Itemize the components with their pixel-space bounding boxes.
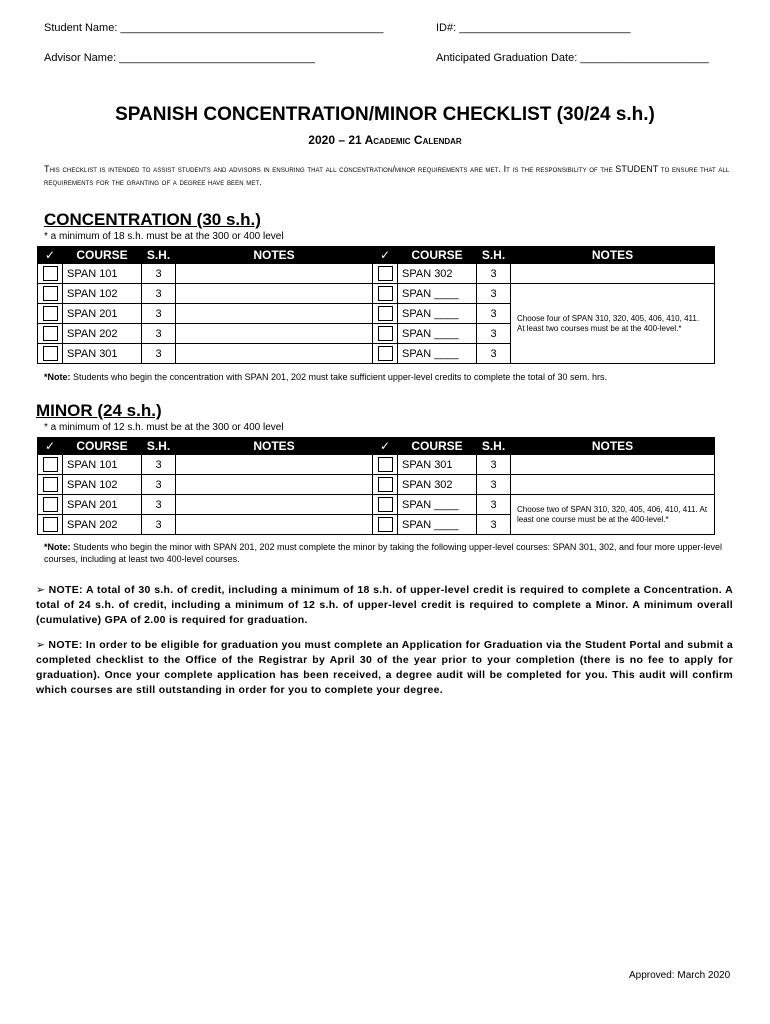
course-checkbox[interactable] — [373, 455, 398, 475]
sh-column-header: S.H. — [477, 438, 511, 455]
course-cell: SPAN ____ — [398, 324, 477, 344]
course-cell: SPAN 302 — [398, 475, 477, 495]
credit-cell: 3 — [142, 304, 176, 324]
table-row — [38, 455, 715, 475]
table-row — [38, 475, 715, 495]
check-column-header: ✓ — [38, 247, 63, 264]
credit-cell: 3 — [477, 455, 511, 475]
checkbox-square-icon[interactable] — [378, 266, 393, 281]
notes-cell[interactable] — [511, 455, 715, 475]
course-cell: SPAN 102 — [63, 475, 142, 495]
credit-cell: 3 — [477, 344, 511, 364]
course-checkbox[interactable] — [38, 304, 63, 324]
footnote-text: Students who begin the concentration with SPAN 201, 202 must take sufficient upper-level credits to complete the total of 30 sem. hrs. — [70, 372, 607, 382]
credit-cell: 3 — [142, 284, 176, 304]
checkbox-square-icon[interactable] — [43, 517, 58, 532]
checkbox-square-icon[interactable] — [43, 326, 58, 341]
table-header-row — [38, 247, 715, 264]
notes-column-header: NOTES — [511, 247, 715, 264]
credit-cell: 3 — [477, 284, 511, 304]
notes-cell[interactable] — [176, 515, 373, 535]
notes-cell[interactable] — [176, 284, 373, 304]
notes-cell[interactable] — [176, 344, 373, 364]
course-checkbox[interactable] — [373, 304, 398, 324]
checkbox-square-icon[interactable] — [378, 306, 393, 321]
minor-table — [37, 437, 715, 535]
table-row — [38, 264, 715, 284]
course-cell: SPAN 101 — [63, 455, 142, 475]
course-column-header: COURSE — [398, 247, 477, 264]
course-checkbox[interactable] — [373, 475, 398, 495]
table-header-row — [38, 438, 715, 455]
notes-cell[interactable] — [511, 264, 715, 284]
course-cell: SPAN 301 — [398, 455, 477, 475]
course-checkbox[interactable] — [373, 515, 398, 535]
credit-requirement-note: ➢ NOTE: A total of 30 s.h. of credit, including a minimum of 18 s.h. of upper-level credit is required to complete a Concentration. A total of 24 s.h. of credit, including a minimum of 12 s.h. of upper-level credit is required to complete a Minor. A minimum overall (cumulative) GPA of 2.00 is required for graduation. — [36, 584, 733, 626]
course-cell: SPAN ____ — [398, 304, 477, 324]
concentration-requirement: * a minimum of 18 s.h. must be at the 300 or 400 level — [44, 231, 284, 242]
credit-cell: 3 — [142, 515, 176, 535]
credit-cell: 3 — [477, 304, 511, 324]
notes-cell[interactable] — [176, 304, 373, 324]
credit-cell: 3 — [477, 515, 511, 535]
elective-note-cell: Choose four of SPAN 310, 320, 405, 406, 410, 411. At least two courses must be at the 400-level.* — [511, 284, 715, 364]
concentration-footnote — [44, 371, 734, 383]
concentration-heading: CONCENTRATION (30 s.h.) — [44, 210, 261, 229]
course-cell: SPAN 302 — [398, 264, 477, 284]
credit-cell: 3 — [142, 455, 176, 475]
checkbox-square-icon[interactable] — [43, 286, 58, 301]
course-checkbox[interactable] — [38, 475, 63, 495]
checkbox-square-icon[interactable] — [43, 266, 58, 281]
course-cell: SPAN 201 — [63, 304, 142, 324]
course-checkbox[interactable] — [38, 264, 63, 284]
course-cell: SPAN 202 — [63, 515, 142, 535]
course-column-header: COURSE — [63, 438, 142, 455]
credit-cell: 3 — [477, 264, 511, 284]
credit-cell: 3 — [477, 475, 511, 495]
checkbox-square-icon[interactable] — [378, 497, 393, 512]
course-cell: SPAN 202 — [63, 324, 142, 344]
notes-cell[interactable] — [176, 264, 373, 284]
page-subtitle: 2020 – 21 Academic Calendar — [308, 133, 462, 147]
footnote-label: *Note: — [44, 542, 71, 552]
notes-cell[interactable] — [176, 495, 373, 515]
concentration-table — [37, 246, 715, 364]
course-checkbox[interactable] — [38, 284, 63, 304]
sh-column-header: S.H. — [142, 438, 176, 455]
footnote-label: *Note: — [44, 372, 71, 382]
sh-column-header: S.H. — [477, 247, 511, 264]
graduation-date-field[interactable]: Anticipated Graduation Date: _____________________ — [436, 52, 709, 64]
page-title: SPANISH CONCENTRATION/MINOR CHECKLIST (30/24 s.h.) — [115, 104, 655, 125]
table-row — [38, 284, 715, 304]
course-cell: SPAN 102 — [63, 284, 142, 304]
credit-cell: 3 — [142, 495, 176, 515]
course-cell: SPAN 201 — [63, 495, 142, 515]
intro-text: This checklist is intended to assist students and advisors in ensuring that all concentration/minor requirements are met. It is the responsibility of the STUDENT to ensure that all requirements for the granting of a degree have been met. — [44, 164, 730, 187]
checkbox-square-icon[interactable] — [378, 457, 393, 472]
notes-cell[interactable] — [176, 324, 373, 344]
course-checkbox[interactable] — [38, 324, 63, 344]
course-checkbox[interactable] — [373, 264, 398, 284]
notes-cell[interactable] — [511, 475, 715, 495]
checkbox-square-icon[interactable] — [378, 326, 393, 341]
course-column-header: COURSE — [63, 247, 142, 264]
check-column-header: ✓ — [38, 438, 63, 455]
student-name-field[interactable]: Student Name: ___________________________________________ — [44, 22, 384, 34]
course-checkbox[interactable] — [373, 344, 398, 364]
notes-column-header: NOTES — [176, 247, 373, 264]
course-cell: SPAN 301 — [63, 344, 142, 364]
id-field[interactable]: ID#: ____________________________ — [436, 22, 631, 34]
check-column-header: ✓ — [373, 438, 398, 455]
checkbox-square-icon[interactable] — [43, 497, 58, 512]
check-column-header: ✓ — [373, 247, 398, 264]
minor-requirement: * a minimum of 12 s.h. must be at the 300 or 400 level — [44, 422, 284, 433]
credit-cell: 3 — [142, 324, 176, 344]
course-checkbox[interactable] — [38, 495, 63, 515]
credit-cell: 3 — [477, 324, 511, 344]
course-column-header: COURSE — [398, 438, 477, 455]
credit-cell: 3 — [142, 475, 176, 495]
course-checkbox[interactable] — [38, 515, 63, 535]
credit-cell: 3 — [142, 344, 176, 364]
advisor-name-field[interactable]: Advisor Name: ________________________________ — [44, 52, 315, 64]
table-row — [38, 495, 715, 515]
footnote-text: Students who begin the minor with SPAN 201, 202 must complete the minor by taking the following upper-level courses: SPAN 301, 302, and four more upper-level courses, including at least two 400-level courses. — [44, 542, 723, 564]
elective-note-cell: Choose two of SPAN 310, 320, 405, 406, 410, 411. At least one course must be at the 400-level.* — [511, 495, 715, 535]
course-cell: SPAN ____ — [398, 344, 477, 364]
checkbox-square-icon[interactable] — [378, 346, 393, 361]
notes-column-header: NOTES — [176, 438, 373, 455]
checkbox-square-icon[interactable] — [378, 286, 393, 301]
course-cell: SPAN ____ — [398, 495, 477, 515]
course-cell: SPAN 101 — [63, 264, 142, 284]
course-checkbox[interactable] — [373, 495, 398, 515]
course-checkbox[interactable] — [38, 455, 63, 475]
minor-footnote — [44, 541, 724, 565]
credit-cell: 3 — [142, 264, 176, 284]
notes-column-header: NOTES — [511, 438, 715, 455]
course-cell: SPAN ____ — [398, 515, 477, 535]
course-checkbox[interactable] — [373, 324, 398, 344]
approval-date: Approved: March 2020 — [629, 970, 731, 981]
checkbox-square-icon[interactable] — [43, 346, 58, 361]
notes-cell[interactable] — [176, 475, 373, 495]
course-checkbox[interactable] — [38, 344, 63, 364]
checkbox-square-icon[interactable] — [43, 306, 58, 321]
checkbox-square-icon[interactable] — [378, 477, 393, 492]
notes-cell[interactable] — [176, 455, 373, 475]
course-cell: SPAN ____ — [398, 284, 477, 304]
course-checkbox[interactable] — [373, 284, 398, 304]
sh-column-header: S.H. — [142, 247, 176, 264]
credit-cell: 3 — [477, 495, 511, 515]
minor-heading: MINOR (24 s.h.) — [36, 401, 162, 420]
graduation-application-note: ➢ NOTE: In order to be eligible for graduation you must complete an Application for Graduation via the Student Portal and submit a completed checklist to the Office of the Registrar by April 30 of the year prior to your completion (there is no fee to apply for graduation). Once your complete application has been received, a degree audit will be completed for you. This audit will confirm which courses are still outstanding in order for you to complete your degree. — [36, 639, 733, 696]
checkbox-square-icon[interactable] — [43, 457, 58, 472]
checkbox-square-icon[interactable] — [43, 477, 58, 492]
checkbox-square-icon[interactable] — [378, 517, 393, 532]
